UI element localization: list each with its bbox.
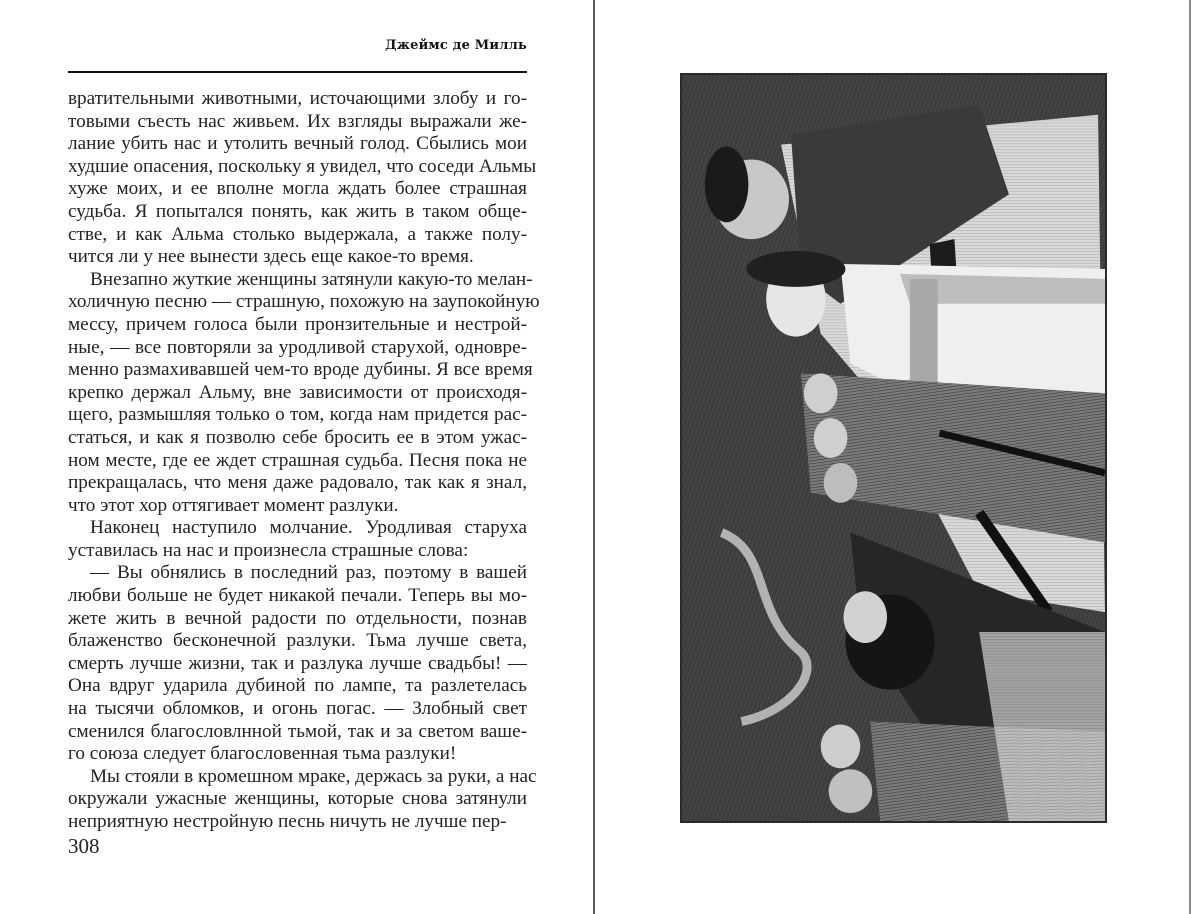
text-line: статься, и как я позволю себе бросить ее в этом ужас- (68, 426, 527, 448)
text-line: ные, — все повторяли за уродливой старухой, одновре- (68, 336, 527, 358)
text-line: Мы стояли в кромешном мраке, держась за руки, а нас (90, 765, 537, 787)
old-woman-cap (843, 591, 887, 643)
text-line: хуже моих, и ее вполне могла ждать более страшная (68, 178, 527, 200)
woman-hair (746, 251, 845, 287)
text-line: на тысячи обломков, и огонь погас. — Злобный свет (68, 698, 527, 720)
paragraph (68, 268, 540, 518)
left-page (0, 0, 594, 914)
text-line: вратительными животными, источающими злобу и го- (68, 88, 527, 109)
face-3 (824, 463, 858, 503)
text-line: го союза следует благословенная тьма разлуки! (68, 743, 457, 765)
page-gutter (593, 0, 595, 914)
header-rule (68, 71, 527, 73)
text-line: ном месте, где ее ждет страшная судьба. Песня пока не (68, 449, 527, 471)
text-line: неприятную нестройную песнь ничуть не лучше пер- (68, 811, 507, 832)
text-line: блаженство бесконечной разлуки. Тьма лучше света, (68, 630, 527, 652)
engraving-illustration (682, 75, 1105, 821)
illustration-plate (680, 73, 1107, 823)
text-line: уставилась на нас и произнесла страшные слова: (68, 539, 469, 561)
text-line: Наконец наступило молчание. Уродливая старуха (90, 517, 527, 539)
page-number: 308 (68, 834, 100, 858)
text-line: жете жить в вечной радости по отдельности, познав (68, 607, 527, 629)
text-line: окружали ужасные женщины, которые снова затянули (68, 788, 527, 810)
text-line: любви больше не будет никакой печали. Теперь вы мо- (68, 585, 527, 607)
face-5 (829, 769, 873, 813)
text-line: чится ли у нее вынести здесь еще какое-то время. (68, 246, 474, 268)
text-line: менно размахивавшей чем-то вроде дубины. Я все время (68, 359, 533, 381)
text-line: сменился благословлнной тьмой, так и за светом ваше- (68, 720, 527, 742)
face-1 (804, 373, 838, 413)
paragraph (68, 88, 537, 269)
running-head: Джеймс де Милль (385, 38, 527, 53)
text-line: судьба. Я попытался понять, как жить в таком обще- (68, 200, 527, 222)
text-line: мессу, причем голоса были пронзительные и нестрой- (68, 313, 527, 335)
priest-hair (705, 147, 749, 223)
face-4 (821, 725, 861, 769)
text-line: худшие опасения, поскольку я увидел, что соседи Альмы (68, 155, 537, 177)
text-line: — Вы обнялись в последний раз, поэтому в вашей (90, 562, 527, 584)
paragraph (68, 765, 537, 834)
text-line: холичную песню — страшную, похожую на заупокойную (68, 291, 540, 313)
paragraph (68, 517, 527, 562)
text-line: прекращалась, что меня даже радовало, так как я знал, (68, 472, 527, 494)
text-line: Она вдруг ударила дубиной по лампе, та разлетелась (68, 675, 527, 697)
text-line: товыми съесть нас живьем. Их взгляды выражали же- (68, 110, 527, 132)
text-line: Внезапно жуткие женщины затянули какую-то мелан- (90, 268, 533, 290)
paragraph (68, 562, 527, 765)
text-line: щего, размышляя только о том, когда нам придется рас- (68, 404, 527, 426)
text-line: смерть лучше жизни, так и разлука лучше свадьбы! — (68, 652, 527, 674)
face-2 (814, 418, 848, 458)
text-line: лание убить нас и утолить вечный голод. Сбылись мои (68, 133, 527, 155)
woman-sash (910, 279, 938, 388)
body-text (68, 88, 540, 834)
text-line: что этот хор оттягивает момент разлуки. (68, 494, 399, 516)
text-line: крепко держал Альму, вне зависимости от происходя- (68, 381, 527, 403)
text-line: стве, и как Альма столько выдержала, а также полу- (68, 223, 527, 245)
